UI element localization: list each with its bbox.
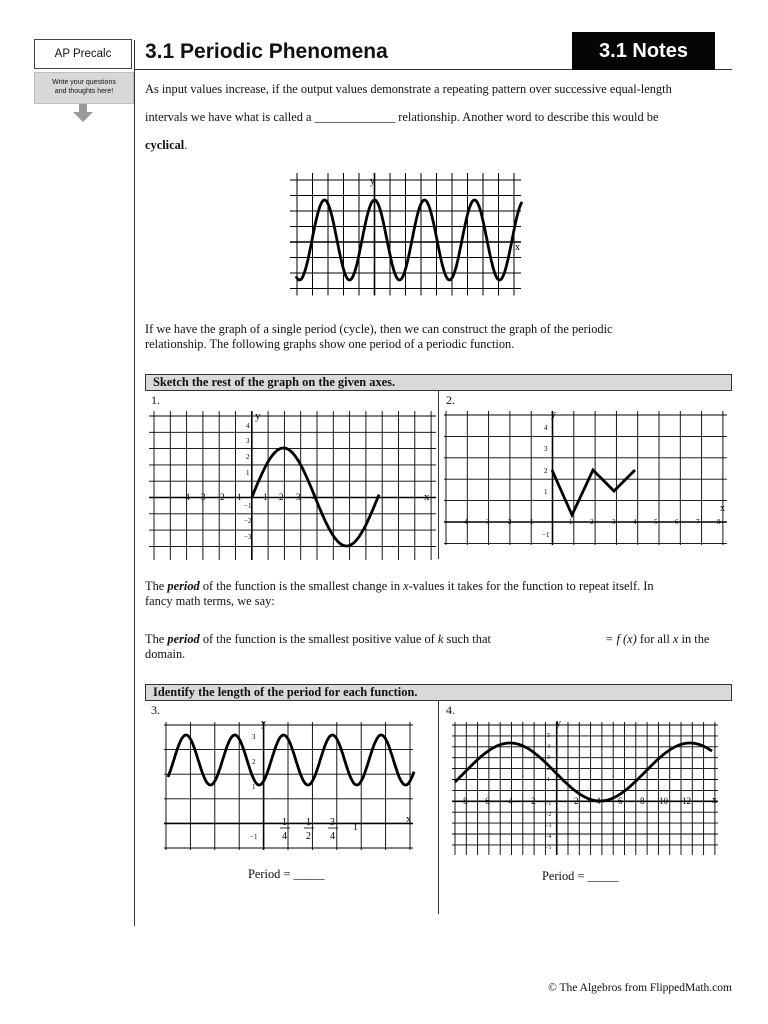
period-answer-3: Period = _____ <box>248 867 325 881</box>
notes-tab <box>34 72 134 104</box>
x-axis-label: x <box>406 814 411 825</box>
x-tick: 1 <box>263 492 268 502</box>
single-period-paragraph <box>145 322 737 352</box>
graph-3 <box>164 715 424 850</box>
x-axis-label: x <box>720 503 725 514</box>
single-period-line1: If we have the graph of a single period (cycle), then we can construct the graph of the periodic <box>145 322 613 336</box>
x-tick: 8 <box>717 518 721 526</box>
x-tick: 6 <box>618 796 623 806</box>
y-tick: 2 <box>252 758 256 766</box>
period-answer-4: Period = _____ <box>542 869 619 883</box>
section-heading-sketch: Sketch the rest of the graph on the given axes. <box>145 374 732 391</box>
x-tick: −6 <box>480 796 490 806</box>
y-tick: 2 <box>544 467 548 475</box>
x-tick: −4 <box>503 796 513 806</box>
notes-tab-line2: and thoughts here! <box>54 88 114 95</box>
y-tick: 5 <box>547 733 550 739</box>
x-tick: −4 <box>180 492 190 502</box>
notes-badge: 3.1 Notes <box>572 32 715 70</box>
problem-number-3: 3. <box>151 703 160 717</box>
x-tick: 4 <box>596 796 601 806</box>
answer-blank: _____________ <box>314 110 396 124</box>
y-tick: 2 <box>547 766 550 772</box>
x-tick: −8 <box>458 796 468 806</box>
single-period-line2: relationship. The following graphs show one period of a periodic function. <box>145 337 515 351</box>
y-tick: 3 <box>547 755 550 761</box>
x-tick: −1 <box>526 518 534 526</box>
y-tick: 4 <box>246 422 250 430</box>
term-period: period <box>167 632 200 646</box>
x-tick: 3 <box>296 492 301 502</box>
y-tick: 2 <box>246 453 250 461</box>
x-tick: -3 <box>198 492 206 502</box>
x-tick: 1 <box>353 822 358 833</box>
x-tick-fraction: 4 <box>282 831 287 842</box>
x-tick: 7 <box>696 518 700 526</box>
y-tick: −3 <box>545 823 552 829</box>
section-heading-identify: Identify the length of the period for each function. <box>145 684 732 701</box>
y-tick: 3 <box>252 733 256 741</box>
x-tick: 2 <box>279 492 284 502</box>
y-tick: −1 <box>250 833 258 841</box>
x-tick: −4 <box>460 518 468 526</box>
x-tick: −2 <box>526 796 536 806</box>
x-tick: −2 <box>215 492 225 502</box>
notes-tab-line1: Write your questions <box>52 79 116 86</box>
footer-credit: © The Algebros from FlippedMath.com <box>548 982 732 994</box>
y-axis-label: y <box>261 718 266 729</box>
y-tick: 1 <box>246 469 250 477</box>
x-tick: −2 <box>504 518 512 526</box>
x-tick-fraction: 1 <box>282 817 287 828</box>
intro-line1: As input values increase, if the output values demonstrate a repeating pattern over successive equal-length <box>145 82 672 96</box>
y-axis-label: y <box>255 410 261 422</box>
x-tick: 4 <box>633 518 637 526</box>
page-title: 3.1 Periodic Phenomena <box>145 40 388 63</box>
period-definition-2: The period of the function is the smallest positive value of k such that = f (x) for all x in the domain. <box>145 632 710 661</box>
x-tick-fraction: 4 <box>330 831 335 842</box>
x-tick: 6 <box>675 518 679 526</box>
x-axis-label: x <box>712 795 717 806</box>
problem-number-1: 1. <box>151 393 160 407</box>
x-tick: −3 <box>482 518 490 526</box>
y-axis-label: y <box>556 718 561 729</box>
problem-divider <box>438 391 439 559</box>
course-label: AP Precalc <box>34 39 132 69</box>
intro-line3: cyclical. <box>145 138 188 152</box>
x-tick: 2 <box>574 796 579 806</box>
graph-4 <box>450 715 732 855</box>
term-period: period <box>167 579 200 593</box>
y-tick: −3 <box>244 533 252 541</box>
y-tick: 1 <box>547 777 550 783</box>
term-cyclical: cyclical <box>145 138 185 152</box>
y-tick: 4 <box>547 744 550 750</box>
intro-paragraph <box>145 75 737 159</box>
x-axis-label: x <box>515 242 520 253</box>
graph-2 <box>444 405 732 545</box>
intro-line2: intervals we have what is called a _____________ relationship. Another word to describe this would be <box>145 110 659 124</box>
y-tick: 1 <box>544 488 548 496</box>
graph-1 <box>148 405 438 560</box>
y-tick: −1 <box>545 801 552 807</box>
x-tick: 1 <box>569 518 573 526</box>
x-tick: 4 <box>312 492 317 502</box>
x-tick: 12 <box>682 796 691 806</box>
y-tick: 3 <box>246 437 250 445</box>
y-tick: −4 <box>545 834 552 840</box>
x-tick-fraction: 2 <box>306 831 311 842</box>
problem-number-2: 2. <box>446 393 455 407</box>
y-tick: −2 <box>244 517 252 525</box>
x-tick: 10 <box>659 796 668 806</box>
margin-divider <box>134 40 135 926</box>
period-definition-1: The period of the function is the smallest change in x-values it takes for the function to repeat itself. In fancy math terms, we say: <box>145 579 654 608</box>
y-tick: −1 <box>244 502 252 510</box>
y-tick: 4 <box>544 424 548 432</box>
y-tick: −5 <box>545 845 552 851</box>
x-tick: 3 <box>612 518 616 526</box>
x-tick: −1 <box>232 492 242 502</box>
x-tick-fraction: 1 <box>306 817 311 828</box>
x-tick-fraction: 3 <box>330 817 335 828</box>
y-tick: −1 <box>542 531 550 539</box>
problem-divider <box>438 701 439 914</box>
x-tick: 2 <box>590 518 594 526</box>
x-tick: 8 <box>640 796 645 806</box>
y-axis-label: y <box>551 409 556 420</box>
periodic-wave-graph <box>290 170 526 300</box>
y-tick: −2 <box>545 812 552 818</box>
x-tick: 5 <box>654 518 658 526</box>
y-tick: 1 <box>252 783 256 791</box>
y-axis-label: y <box>370 176 375 187</box>
arrow-down-icon <box>72 104 94 124</box>
problem-number-4: 4. <box>446 703 455 717</box>
y-tick: 3 <box>544 445 548 453</box>
x-axis-label: x <box>424 491 430 503</box>
equation-fx: = f (x) <box>605 632 637 646</box>
